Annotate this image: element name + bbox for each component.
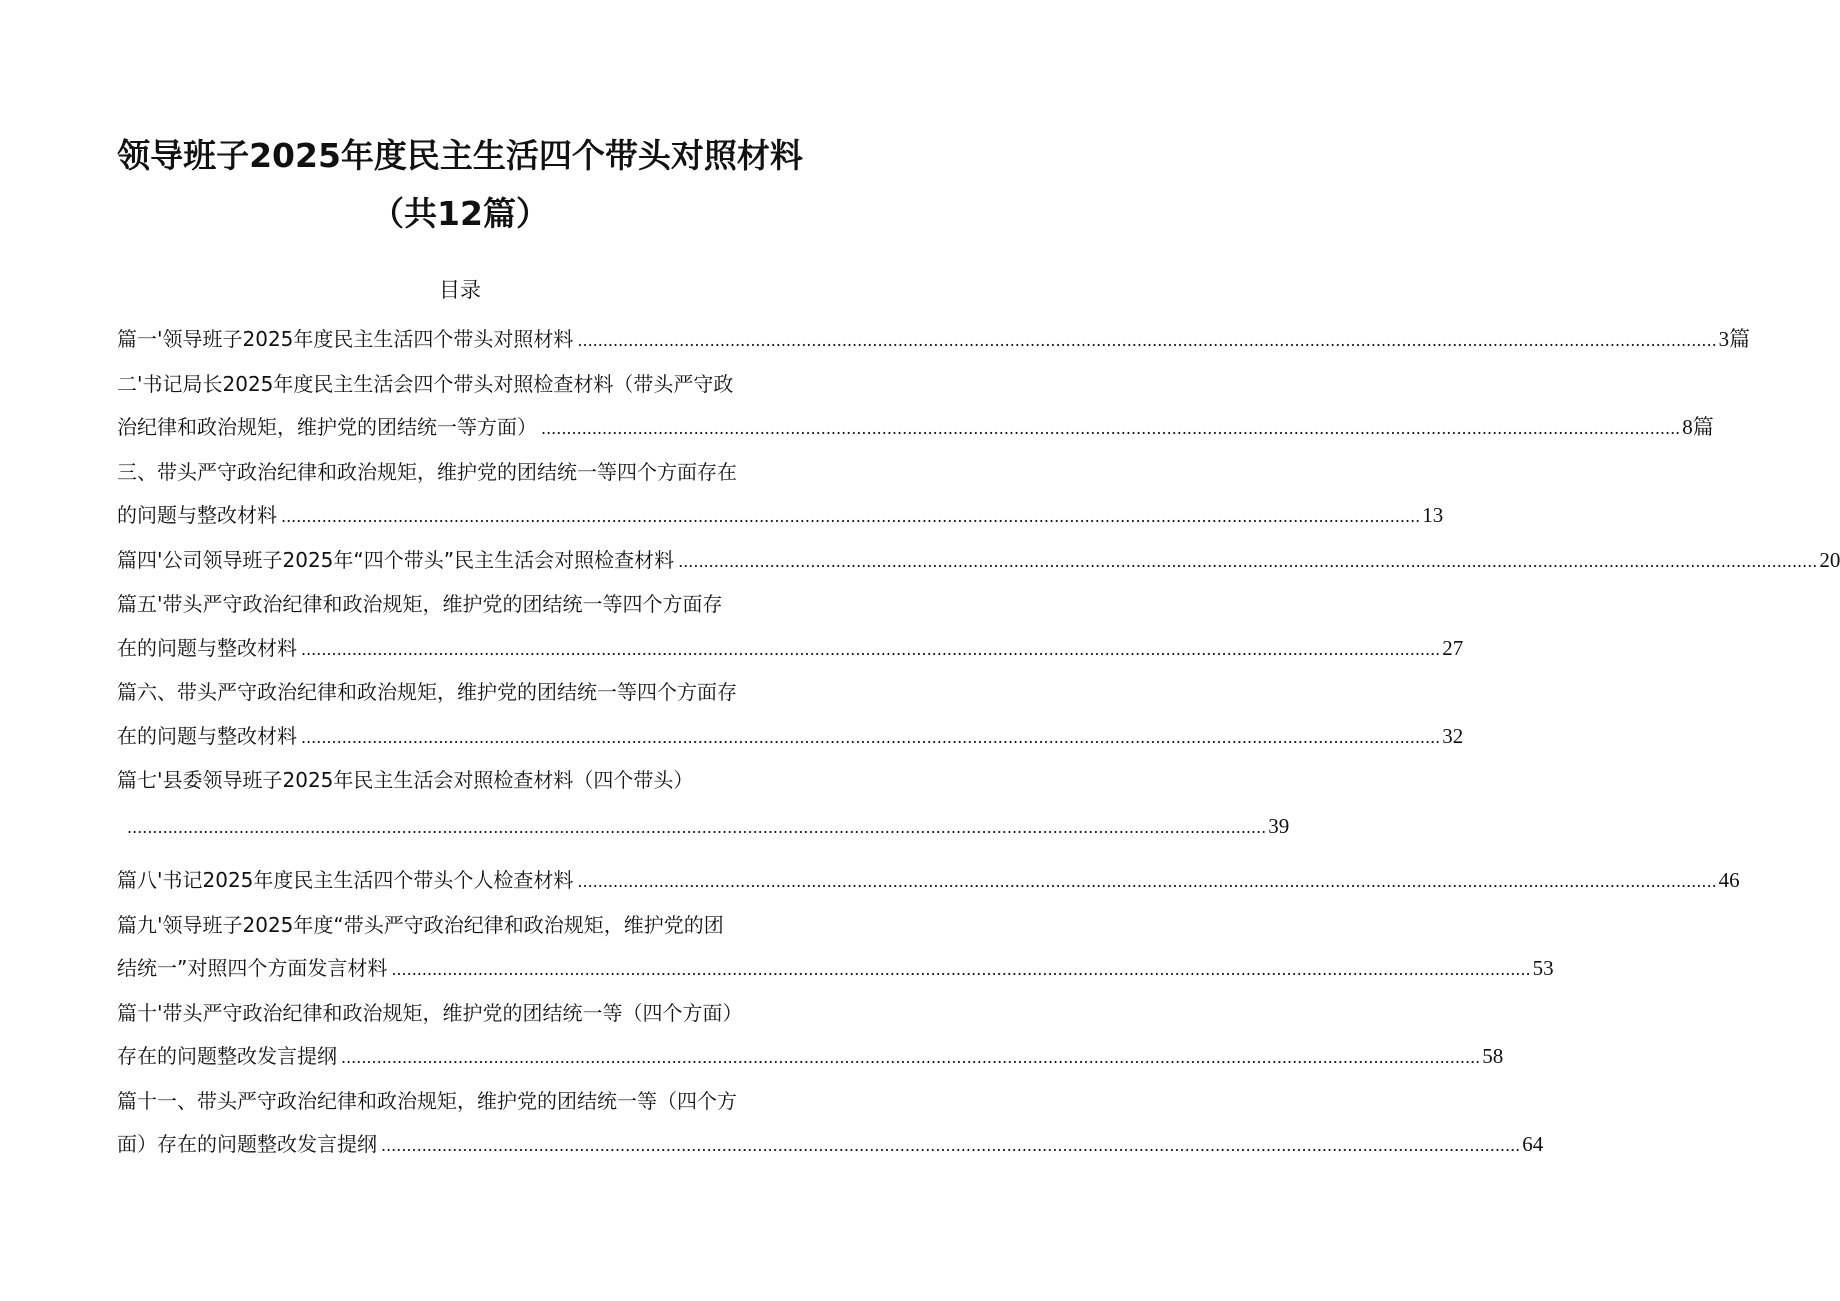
toc-entry-title-cont: 在的问题与整改材料 xyxy=(117,723,297,748)
toc-entry[interactable] xyxy=(117,1080,1544,1168)
toc-entry[interactable] xyxy=(117,539,1840,584)
toc-page-number: 46 xyxy=(1718,868,1740,892)
toc-leader-dots xyxy=(577,860,1716,904)
toc-entry-title-cont: 存在的问题整改发言提纲 xyxy=(117,1044,337,1068)
toc-leader-dots xyxy=(127,806,1266,850)
toc-page-number: 64 xyxy=(1522,1132,1544,1156)
toc-leader-dots xyxy=(381,1124,1520,1168)
document-subtitle: （共12篇） xyxy=(371,194,549,233)
toc-page-number: 58 xyxy=(1482,1044,1504,1068)
toc-page-number: 39 xyxy=(1268,813,1290,838)
toc-leader-dots xyxy=(281,495,1420,539)
toc-entry-title-cont: 结统一”对照四个方面发言材料 xyxy=(117,956,388,980)
toc-page-number: 20 xyxy=(1819,547,1840,572)
toc-entry-title: 三、带头严守政治纪律和政治规矩，维护党的团结统一等四个方面存在 xyxy=(117,459,737,484)
toc-entry[interactable] xyxy=(117,992,1504,1080)
toc-entry-title-cont: 在的问题与整改材料 xyxy=(117,635,297,660)
toc-entry[interactable] xyxy=(117,859,1740,904)
toc-entry[interactable] xyxy=(117,318,1751,363)
toc-entry[interactable] xyxy=(117,451,1444,539)
toc-heading: 目录 xyxy=(439,278,481,302)
toc-entry-title-cont: 面）存在的问题整改发言提纲 xyxy=(117,1132,377,1156)
toc-entry[interactable] xyxy=(117,363,1714,451)
toc-leader-dots xyxy=(341,1036,1480,1080)
toc-entry-title-cont: 治纪律和政治规矩，维护党的团结统一等方面） xyxy=(117,415,537,439)
toc-entry-title: 篇四'公司领导班子2025年“四个带头”民主生活会对照检查材料 xyxy=(117,547,675,572)
toc-entry-title: 篇六、带头严守政治纪律和政治规矩，维护党的团结统一等四个方面存 xyxy=(117,680,737,704)
toc-leader-dots xyxy=(577,319,1716,363)
toc-entry-title: 二'书记局长2025年度民主生活会四个带头对照检查材料（带头严守政 xyxy=(117,371,734,396)
toc-leader-dots xyxy=(541,407,1680,451)
toc-entry-title: 篇五'带头严守政治纪律和政治规矩，维护党的团结统一等四个方面存 xyxy=(117,592,723,616)
toc-entry[interactable] xyxy=(117,583,1464,671)
toc-entry-title: 篇九'领导班子2025年度“带头严守政治纪律和政治规矩，维护党的团 xyxy=(117,912,724,937)
toc-page-number: 53 xyxy=(1532,956,1554,980)
toc-entry-title-cont: 的问题与整改材料 xyxy=(117,503,277,527)
toc-leader-dots xyxy=(301,628,1440,672)
table-of-contents xyxy=(117,318,1840,1168)
toc-entry-title: 篇七'县委领导班子2025年民主生活会对照检查材料（四个带头） xyxy=(117,768,694,792)
toc-leader-dots xyxy=(678,540,1817,584)
toc-entry[interactable] xyxy=(117,759,1290,849)
document-title: 领导班子2025年度民主生活四个带头对照材料 xyxy=(117,136,803,175)
toc-page-number: 13 xyxy=(1422,503,1444,527)
toc-page-number: 32 xyxy=(1442,723,1464,748)
toc-entry-title: 篇十'带头严守政治纪律和政治规矩，维护党的团结统一等（四个方面） xyxy=(117,1000,743,1025)
toc-page-number: 3篇 xyxy=(1718,327,1751,351)
toc-entry[interactable] xyxy=(117,904,1554,992)
toc-entry[interactable] xyxy=(117,671,1464,759)
toc-entry-title: 篇一'领导班子2025年度民主生活四个带头对照材料 xyxy=(117,327,574,351)
toc-entry-title: 篇十一、带头严守政治纪律和政治规矩，维护党的团结统一等（四个方 xyxy=(117,1088,737,1113)
toc-leader-dots xyxy=(391,948,1530,992)
toc-page-number: 8篇 xyxy=(1682,415,1714,439)
toc-page-number: 27 xyxy=(1442,635,1464,660)
toc-entry-title: 篇八'书记2025年度民主生活四个带头个人检查材料 xyxy=(117,868,574,892)
toc-leader-dots xyxy=(301,716,1440,760)
